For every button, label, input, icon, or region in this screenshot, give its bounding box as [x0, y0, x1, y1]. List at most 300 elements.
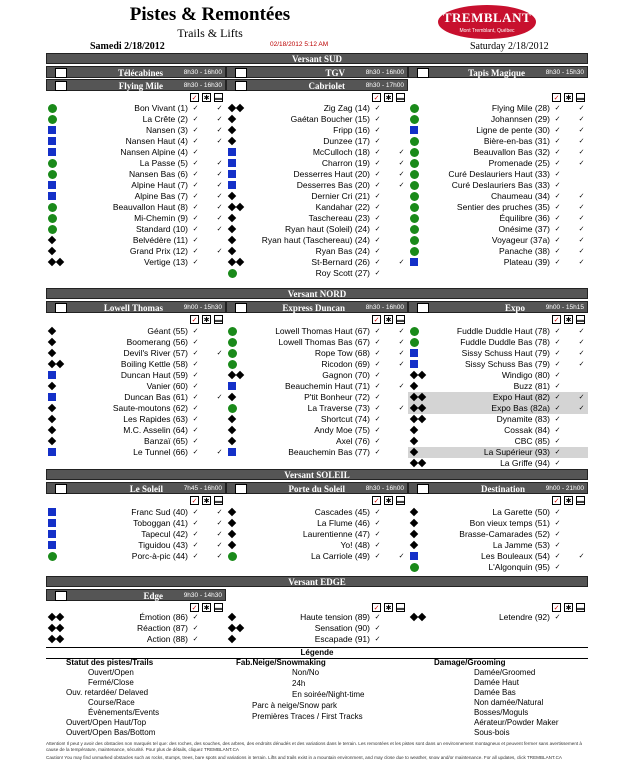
trail-row [46, 392, 226, 403]
blue-square-icon [48, 541, 56, 549]
trail-status: ✓ [554, 248, 561, 255]
trail-row [46, 348, 226, 359]
trail-row [226, 202, 408, 213]
legend-snowmaking-title: Fab.Neige/Snowmaking [236, 658, 326, 667]
trail-status: ✓ [192, 138, 199, 145]
trail-grooming: ✓ [216, 394, 223, 401]
trail-row [226, 213, 408, 224]
trail-status: ✓ [374, 531, 381, 538]
snowmaking-icon: ✱ [203, 498, 210, 505]
double-black-diamond-icon [48, 624, 64, 632]
black-diamond-icon [48, 327, 56, 335]
trail-row [226, 348, 408, 359]
trail-row [46, 540, 226, 551]
trail-name: Laurentienne (47) [302, 529, 370, 539]
trail-status: ✓ [192, 149, 199, 156]
trail-status: ✓ [554, 372, 561, 379]
legend-trail-item: Ouvert/Open Bas/Bottom [66, 728, 156, 737]
green-circle-icon [410, 225, 419, 234]
trail-status: ✓ [374, 259, 381, 266]
lift-icon [235, 68, 247, 78]
black-diamond-icon [48, 236, 56, 244]
black-diamond-icon [228, 393, 236, 401]
green-circle-icon [48, 115, 57, 124]
trail-row [408, 326, 588, 337]
grooming-icon: ▬ [577, 95, 584, 102]
date-en: Saturday 2/18/2012 [470, 41, 549, 52]
trail-grooming: ✓ [578, 350, 585, 357]
trail-status: ✓ [192, 542, 199, 549]
lift-icon [235, 81, 247, 91]
green-circle-icon [410, 137, 419, 146]
trail-row [46, 114, 226, 125]
black-diamond-icon [48, 338, 56, 346]
trail-row [226, 257, 408, 268]
status-icon: ✓ [553, 95, 560, 102]
trail-status: ✓ [374, 226, 381, 233]
trail-grooming: ✓ [578, 259, 585, 266]
legend-grooming-item: Non damée/Natural [474, 698, 544, 707]
trail-row [226, 425, 408, 436]
black-diamond-icon [48, 349, 56, 357]
trail-grooming: ✓ [398, 553, 405, 560]
trail-name: Banzaï (65) [144, 436, 188, 446]
page-subtitle: Trails & Lifts [177, 26, 243, 40]
lift-hours: 7h45 - 16h00 [183, 485, 222, 492]
trail-row [408, 114, 588, 125]
green-circle-icon [410, 236, 419, 245]
double-black-diamond-icon [228, 104, 244, 112]
page-title: Pistes & Remontées [129, 4, 291, 25]
trail-status: ✓ [374, 509, 381, 516]
trail-name: Fuddle Duddle Bas (78) [460, 337, 550, 347]
trail-name: Rope Tow (68) [314, 348, 370, 358]
trail-grooming: ✓ [578, 193, 585, 200]
blue-square-icon [48, 393, 56, 401]
trail-row [408, 147, 588, 158]
trail-row [46, 224, 226, 235]
lift-name: Destination [480, 484, 525, 494]
trail-status: ✓ [374, 520, 381, 527]
trail-name: Charron (19) [321, 158, 370, 168]
trail-name: Mi-Chemin (9) [134, 213, 188, 223]
column-header [46, 93, 226, 102]
green-circle-icon [410, 104, 419, 113]
trail-grooming: ✓ [578, 138, 585, 145]
timestamp: 02/18/2012 5:12 AM [270, 41, 329, 48]
grooming-icon: ▬ [397, 95, 404, 102]
trail-grooming: ✓ [216, 215, 223, 222]
trail-status: ✓ [374, 149, 381, 156]
green-circle-icon [48, 170, 57, 179]
trail-name: Dernier Cri (21) [311, 191, 370, 201]
green-circle-icon [48, 203, 57, 212]
green-circle-icon [410, 181, 419, 190]
trail-row [408, 447, 588, 458]
blue-square-icon [228, 181, 236, 189]
lift-express [226, 301, 408, 313]
trail-row [46, 403, 226, 414]
trail-row [46, 425, 226, 436]
section-soleil: Versant SOLEIL [46, 469, 588, 480]
trail-row [46, 518, 226, 529]
trail-name: Yo! (48) [340, 540, 370, 550]
green-circle-icon [410, 203, 419, 212]
trail-name: Le Tunnel (66) [133, 447, 188, 457]
trail-name: Onésime (37) [498, 224, 550, 234]
black-diamond-icon [410, 541, 418, 549]
lift-icon [55, 484, 67, 494]
trail-name: Géant (55) [147, 326, 188, 336]
trail-row [226, 337, 408, 348]
snowmaking-icon: ✱ [565, 498, 572, 505]
trail-status: ✓ [192, 226, 199, 233]
column-header [408, 93, 588, 102]
grooming-icon: ▬ [397, 498, 404, 505]
double-black-diamond-icon [410, 415, 426, 423]
trail-status: ✓ [192, 237, 199, 244]
trail-name: Lowell Thomas Bas (67) [278, 337, 370, 347]
trail-grooming: ✓ [216, 542, 223, 549]
trail-status: ✓ [192, 625, 199, 632]
trail-name: Alpine Haut (7) [131, 180, 188, 190]
trail-status: ✓ [374, 339, 381, 346]
blue-square-icon [228, 148, 236, 156]
trail-name: Haute tension (89) [300, 612, 370, 622]
trail-status: ✓ [374, 449, 381, 456]
trail-grooming: ✓ [578, 226, 585, 233]
trail-status: ✓ [192, 350, 199, 357]
green-circle-icon [410, 247, 419, 256]
grooming-icon: ▬ [397, 605, 404, 612]
trail-name: Johannsen (29) [490, 114, 550, 124]
trail-row [408, 337, 588, 348]
trail-name: Fuddle Duddle Haut (78) [456, 326, 550, 336]
trail-row [408, 224, 588, 235]
blue-square-icon [48, 530, 56, 538]
trail-row [226, 169, 408, 180]
green-circle-icon [228, 327, 237, 336]
trail-name: Standard (10) [136, 224, 188, 234]
trail-status: ✓ [554, 564, 561, 571]
trail-name: Sentier des pruches (35) [456, 202, 550, 212]
trail-status: ✓ [554, 226, 561, 233]
trail-status: ✓ [192, 509, 199, 516]
trail-row [46, 158, 226, 169]
blue-square-icon [48, 137, 56, 145]
green-circle-icon [410, 159, 419, 168]
trail-name: Lowell Thomas Haut (67) [275, 326, 370, 336]
lift-lowell [46, 301, 226, 313]
trail-name: Dynamite (83) [496, 414, 550, 424]
trail-status: ✓ [192, 372, 199, 379]
grooming-icon: ▬ [577, 498, 584, 505]
trail-name: Beauvallon Bas (32) [473, 147, 550, 157]
trail-name: Équilibre (36) [499, 213, 550, 223]
trail-grooming: ✓ [216, 520, 223, 527]
trail-name: La Crête (2) [142, 114, 188, 124]
black-diamond-icon [228, 126, 236, 134]
blue-square-icon [48, 148, 56, 156]
lift-expo [408, 301, 588, 313]
trail-row [226, 158, 408, 169]
trail-grooming: ✓ [578, 160, 585, 167]
trail-row [46, 136, 226, 147]
double-black-diamond-icon [48, 360, 64, 368]
status-icon: ✓ [373, 95, 380, 102]
trail-name: Cossak (84) [504, 425, 550, 435]
trail-row [46, 257, 226, 268]
lift-hours: 8h30 - 16h00 [365, 69, 404, 76]
legend-snowmaking-item: Parc à neige/Snow park [252, 701, 337, 710]
green-circle-icon [48, 225, 57, 234]
trail-row [46, 246, 226, 257]
trail-row [226, 381, 408, 392]
lift-name: Express Duncan [282, 303, 345, 313]
trail-row [226, 447, 408, 458]
trail-row [226, 612, 408, 623]
trail-name: Expo Bas (82a) [491, 403, 550, 413]
double-black-diamond-icon [410, 613, 426, 621]
trail-grooming: ✓ [578, 105, 585, 112]
trail-row [226, 403, 408, 414]
status-icon: ✓ [553, 317, 560, 324]
trail-status: ✓ [192, 427, 199, 434]
trail-name: Émotion (86) [139, 612, 188, 622]
trail-grooming: ✓ [578, 405, 585, 412]
legend-trails-title: Statut des pistes/Trails [66, 658, 154, 667]
trail-name: Beauvallon Haut (8) [112, 202, 188, 212]
trail-grooming: ✓ [216, 182, 223, 189]
trail-status: ✓ [192, 383, 199, 390]
trail-name: Bon Vivant (1) [134, 103, 188, 113]
trail-row [226, 507, 408, 518]
section-edge: Versant EDGE [46, 576, 588, 587]
trail-row [408, 540, 588, 551]
trail-status: ✓ [374, 625, 381, 632]
trail-status: ✓ [374, 237, 381, 244]
trail-row [408, 180, 588, 191]
legend-grooming-item: Damée/Groomed [474, 668, 536, 677]
trail-row [226, 623, 408, 634]
trail-name: Desserres Bas (20) [296, 180, 370, 190]
trail-status: ✓ [374, 171, 381, 178]
column-header [408, 603, 588, 612]
trail-status: ✓ [192, 520, 199, 527]
trail-status: ✓ [192, 160, 199, 167]
trail-row [46, 191, 226, 202]
trail-row [408, 359, 588, 370]
trail-status: ✓ [554, 542, 561, 549]
trail-name: Duncan Bas (61) [124, 392, 188, 402]
black-diamond-icon [228, 519, 236, 527]
trail-grooming: ✓ [216, 138, 223, 145]
trail-status: ✓ [374, 636, 381, 643]
trail-status: ✓ [554, 531, 561, 538]
black-diamond-icon [410, 519, 418, 527]
trail-name: P'tit Bonheur (72) [304, 392, 370, 402]
legend-snowmaking-item: 24h [292, 679, 306, 688]
green-circle-icon [228, 360, 237, 369]
trail-name: Boiling Kettle (58) [120, 359, 188, 369]
black-diamond-icon [228, 247, 236, 255]
snowmaking-icon: ✱ [385, 498, 392, 505]
trail-row [408, 436, 588, 447]
trail-row [408, 136, 588, 147]
green-circle-icon [410, 192, 419, 201]
trail-status: ✓ [192, 105, 199, 112]
legend-snowmaking-item: Non/No [292, 668, 320, 677]
legend-grooming-item: Damée Haut [474, 678, 519, 687]
lift-name: Flying Mile [118, 81, 163, 91]
trail-name: Nansen (3) [145, 125, 188, 135]
trail-name: Gaétan Boucher (15) [290, 114, 370, 124]
trail-row [46, 125, 226, 136]
column-header [408, 315, 588, 324]
lift-name: Edge [143, 591, 163, 601]
trail-row [46, 337, 226, 348]
trail-name: Duncan Haut (59) [120, 370, 188, 380]
trail-row [408, 551, 588, 562]
snowmaking-icon: ✱ [203, 317, 210, 324]
trail-name: Gagnon (70) [322, 370, 370, 380]
trail-name: Brasse-Camarades (52) [459, 529, 550, 539]
grooming-icon: ▬ [397, 317, 404, 324]
trail-name: La Flume (46) [317, 518, 370, 528]
status-icon: ✓ [553, 605, 560, 612]
note-fr: Attention! Il peut y avoir des obstacles non marqués tel que: des roches, des souches, des arbres, des endroits dénudés et des variations dans le terrain. Les remontées et les pistes sont dans un environnement montagneux et peuvent fermer sans avertissement à cause de la température, maintenance, sécurité. Pour plus de détails, cliquez TREMBLANT.CA [46, 741, 582, 752]
section-nord: Versant NORD [46, 288, 588, 299]
column-header [46, 496, 226, 505]
lift-lesoleil [46, 482, 226, 494]
trail-grooming: ✓ [398, 339, 405, 346]
trail-name: Grand Prix (12) [129, 246, 188, 256]
trail-grooming: ✓ [578, 394, 585, 401]
trail-grooming: ✓ [216, 160, 223, 167]
lift-icon [417, 484, 429, 494]
lift-hours: 8h30 - 16h00 [365, 485, 404, 492]
trail-name: Nansen Alpine (4) [120, 147, 188, 157]
column-header [408, 496, 588, 505]
black-diamond-icon [48, 247, 56, 255]
section-sud: Versant SUD [46, 53, 588, 64]
trail-row [226, 359, 408, 370]
lift-hours: 8h30 - 16h30 [183, 82, 222, 89]
trail-grooming: ✓ [578, 361, 585, 368]
trail-row [408, 392, 588, 403]
trail-row [46, 359, 226, 370]
trail-row [46, 436, 226, 447]
trail-name: St-Bernard (26) [311, 257, 370, 267]
double-black-diamond-icon [410, 404, 426, 412]
black-diamond-icon [48, 426, 56, 434]
green-circle-icon [410, 327, 419, 336]
trail-status: ✓ [554, 520, 561, 527]
double-black-diamond-icon [410, 459, 426, 467]
trail-name: Beauchemin Haut (71) [284, 381, 370, 391]
lift-name: Télécabines [118, 68, 163, 78]
trail-status: ✓ [554, 614, 561, 621]
trail-grooming: ✓ [216, 449, 223, 456]
trail-name: Ricodon (69) [321, 359, 370, 369]
blue-square-icon [48, 448, 56, 456]
trail-status: ✓ [374, 105, 381, 112]
black-diamond-icon [228, 415, 236, 423]
trail-row [46, 235, 226, 246]
trail-status: ✓ [374, 372, 381, 379]
double-black-diamond-icon [410, 393, 426, 401]
lift-icon [417, 303, 429, 313]
green-circle-icon [48, 104, 57, 113]
black-diamond-icon [228, 437, 236, 445]
trail-name: L'Algonquin (95) [488, 562, 550, 572]
trail-name: Andy Moe (75) [314, 425, 370, 435]
black-diamond-icon [48, 382, 56, 390]
snowmaking-icon: ✱ [385, 317, 392, 324]
trail-status: ✓ [374, 215, 381, 222]
snowmaking-icon: ✱ [565, 317, 572, 324]
trail-row [46, 213, 226, 224]
blue-square-icon [48, 519, 56, 527]
trail-grooming: ✓ [216, 116, 223, 123]
status-icon: ✓ [373, 605, 380, 612]
lift-name: Le Soleil [129, 484, 163, 494]
status-icon: ✓ [191, 95, 198, 102]
trail-row [226, 180, 408, 191]
trail-status: ✓ [374, 614, 381, 621]
green-circle-icon [410, 563, 419, 572]
trail-status: ✓ [554, 127, 561, 134]
black-diamond-icon [48, 404, 56, 412]
trail-name: Tiguidou (43) [138, 540, 188, 550]
double-black-diamond-icon [48, 258, 64, 266]
trail-name: Devil's River (57) [123, 348, 188, 358]
black-diamond-icon [48, 437, 56, 445]
trail-name: Cascades (45) [314, 507, 370, 517]
blue-square-icon [48, 192, 56, 200]
snowmaking-icon: ✱ [385, 95, 392, 102]
trail-row [226, 414, 408, 425]
grooming-icon: ▬ [215, 95, 222, 102]
legend-grooming-item: Sous-bois [474, 728, 510, 737]
black-diamond-icon [228, 635, 236, 643]
lift-icon [417, 68, 429, 78]
trail-grooming: ✓ [398, 182, 405, 189]
lift-destination [408, 482, 588, 494]
trail-status: ✓ [554, 383, 561, 390]
lift-hours: 8h30 - 15h30 [545, 69, 584, 76]
lift-hours: 8h30 - 16h00 [365, 304, 404, 311]
trail-status: ✓ [374, 160, 381, 167]
trail-name: Bière-en-bas (31) [483, 136, 550, 146]
black-diamond-icon [228, 214, 236, 222]
black-diamond-icon [228, 225, 236, 233]
trail-name: Fripp (16) [333, 125, 370, 135]
column-header [226, 496, 408, 505]
trail-row [226, 392, 408, 403]
trail-name: Nansen Haut (4) [125, 136, 188, 146]
trail-row [408, 158, 588, 169]
trail-row [46, 612, 226, 623]
trail-name: Flying Mile (28) [491, 103, 550, 113]
trail-grooming: ✓ [216, 553, 223, 560]
trail-status: ✓ [554, 553, 561, 560]
trail-name: Vanier (60) [146, 381, 188, 391]
trail-status: ✓ [192, 171, 199, 178]
black-diamond-icon [228, 115, 236, 123]
trail-row [408, 381, 588, 392]
trail-status: ✓ [192, 248, 199, 255]
